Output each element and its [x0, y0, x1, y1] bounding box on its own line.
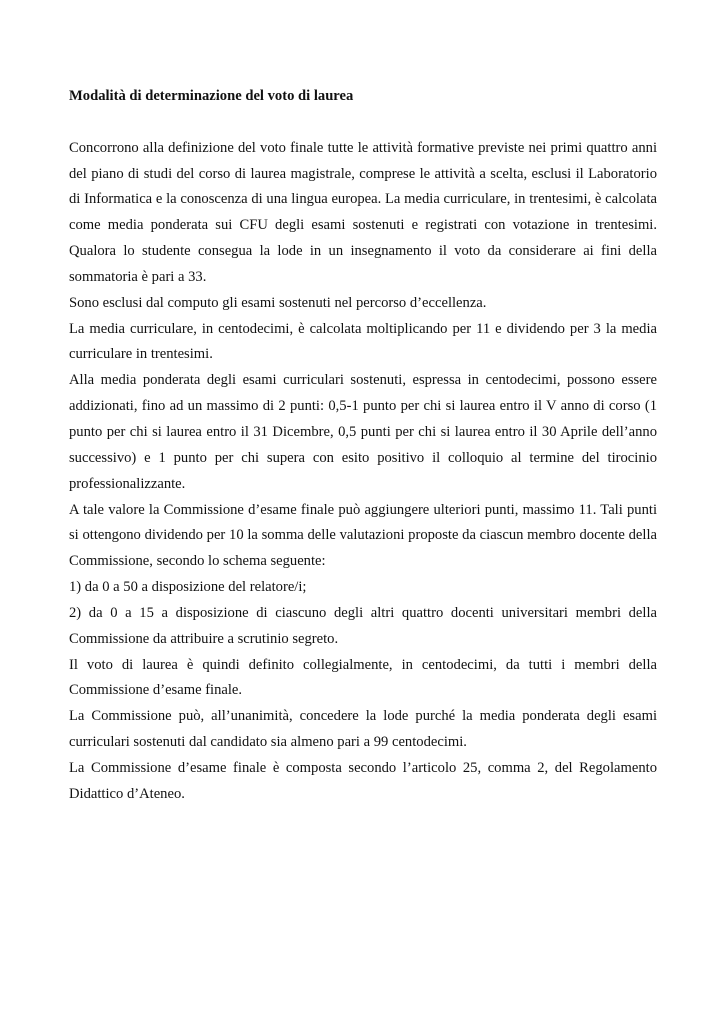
list-item-altri-docenti: 2) da 0 a 15 a disposizione di ciascuno degli altri quattro docenti universitari membri della Commissione da attribuire a scrutinio segreto.: [69, 604, 657, 647]
paragraph-esclusi-eccellenza: Sono esclusi dal computo gli esami sostenuti nel percorso d’eccellenza.: [69, 294, 487, 311]
paragraph-voto-collegiale: Il voto di laurea è quindi definito collegialmente, in centodecimi, da tutti i membri della Commissione d’esame finale.: [69, 656, 657, 699]
paragraph-media-centodecimi: La media curriculare, in centodecimi, è calcolata moltiplicando per 11 e dividendo per 3 la media curriculare in trentesimi.: [69, 320, 657, 363]
paragraph-punti-commissione: A tale valore la Commissione d’esame finale può aggiungere ulteriori punti, massimo 11. Tali punti si ottengono dividendo per 10 la somma delle valutazioni proposte da ciascun membro docente della Commissione, secondo lo schema seguente:: [69, 501, 657, 570]
list-item-relatore: 1) da 0 a 50 a disposizione del relatore/i;: [69, 579, 307, 596]
paragraph-lode: La Commissione può, all’unanimità, concedere la lode purché la media ponderata degli esami curriculari sostenuti dal candidato sia almeno pari a 99 centodecimi.: [69, 708, 657, 751]
paragraph-voto-finale: Concorrono alla definizione del voto finale tutte le attività formative previste nei primi quattro anni del piano di studi del corso di laurea magistrale, comprese le attività a scelta, esclusi il Laboratorio di Informatica e la conoscenza di una lingua europea. La media curriculare, in trentesimi, è calcolata come media ponderata sui CFU degli esami sostenuti e registrati con votazione in trentesimi. Qualora lo studente consegua la lode in un insegnamento il voto da considerare ai fini della sommatoria è pari a 33.: [69, 139, 657, 285]
document-body: [69, 84, 657, 808]
paragraph-punti-aggiuntivi: Alla media ponderata degli esami curriculari sostenuti, espressa in centodecimi, possono essere addizionati, fino ad un massimo di 2 punti: 0,5-1 punto per chi si laurea entro il V anno di corso (1 punto per chi si laurea entro il 31 Dicembre, 0,5 punti per chi si laurea entro il 30 Aprile dell’anno successivo) e 1 punto per chi supera con esito positivo il colloquio al termine del tirocinio professionalizzante.: [69, 372, 657, 492]
paragraph-composizione-commissione: La Commissione d’esame finale è composta secondo l’articolo 25, comma 2, del Regolamento Didattico d’Ateneo.: [69, 759, 657, 802]
document-title: Modalità di determinazione del voto di laurea: [69, 88, 354, 104]
title-spacer: [69, 110, 657, 136]
